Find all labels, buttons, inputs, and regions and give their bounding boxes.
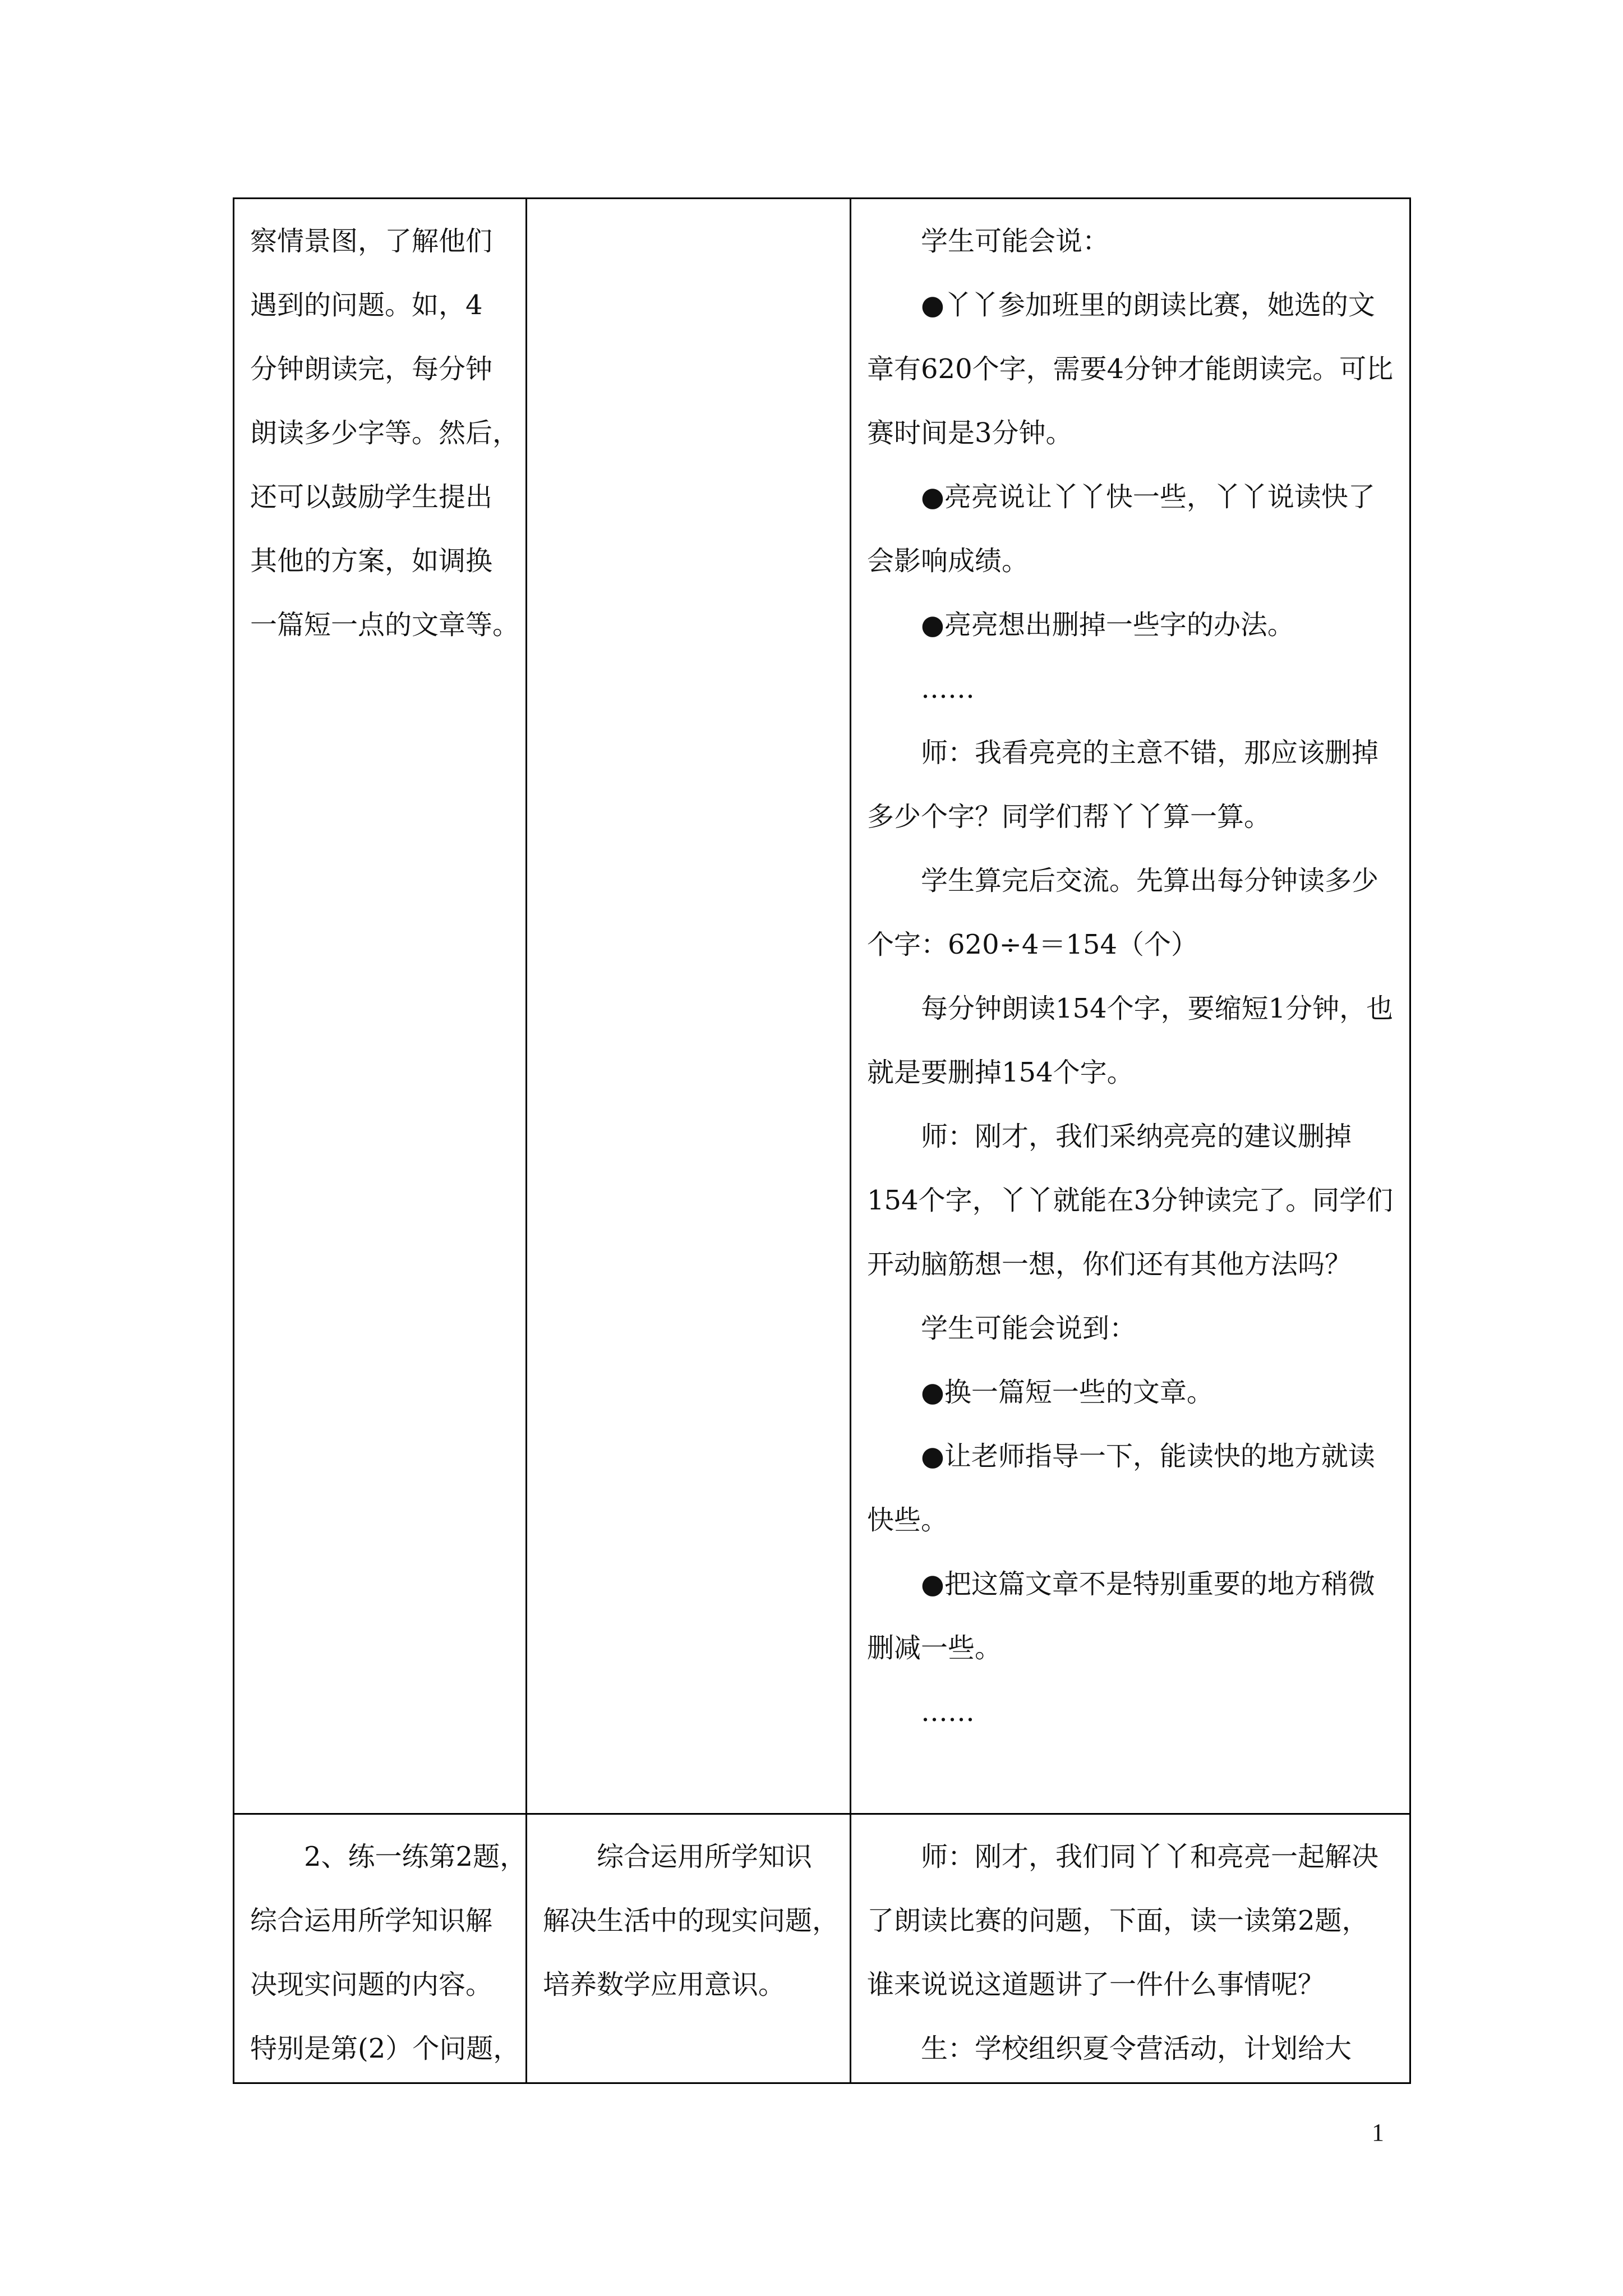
table-row <box>234 199 1410 1814</box>
cell-line: 2、练一练第2题， <box>304 1841 527 1872</box>
table-row <box>234 1814 1410 2083</box>
paragraph: 师：刚才，我们采纳亮亮的建议删掉154个字，丫丫就能在3分钟读完了。同学们开动脑筋想一想，你们还有其他方法吗？ <box>867 1121 1394 1280</box>
cell-line: 察情景图，了解他们 <box>250 226 493 257</box>
cell-line: 培养数学应用意识。 <box>543 1969 786 2000</box>
teaching-suggestion-cell <box>234 1814 527 2083</box>
teaching-process-cell <box>851 1814 1410 2083</box>
paragraph: ●丫丫参加班里的朗读比赛，她选的文章有620个字，需要4分钟才能朗读完。可比赛时间是3分钟。 <box>867 289 1394 449</box>
paragraph: ●把这篇文章不是特别重要的地方稍微删减一些。 <box>867 1568 1375 1664</box>
paragraph: 学生算完后交流。先算出每分钟读多少个字：620÷4＝154（个） <box>867 865 1379 960</box>
cell-line: 其他的方案，如调换 <box>250 545 493 577</box>
cell-line: 特别是第(2）个问题， <box>250 2033 520 2064</box>
paragraph: 学生可能会说到： <box>921 1313 1137 1344</box>
cell-line: 朗读多少字等。然后， <box>250 417 520 449</box>
cell-line: 决现实问题的内容。 <box>250 1969 493 2000</box>
paragraph: …… <box>921 673 975 705</box>
paragraph: ●换一篇短一些的文章。 <box>921 1377 1214 1408</box>
paragraph: ●亮亮说让丫丫快一些，丫丫说读快了会影响成绩。 <box>867 481 1375 577</box>
design-intent-cell <box>527 199 851 1814</box>
paragraph: …… <box>921 1696 975 1728</box>
cell-line: 综合运用所学知识 <box>597 1841 813 1872</box>
paragraph: ●让老师指导一下，能读快的地方就读快些。 <box>867 1441 1375 1536</box>
cell-line: 综合运用所学知识解 <box>250 1905 493 1936</box>
teaching-suggestion-cell <box>234 199 527 1814</box>
teaching-process-cell <box>851 199 1410 1814</box>
paragraph: 生：学校组织夏令营活动，计划给大 <box>921 2033 1352 2064</box>
page-number: 1 <box>1372 2119 1384 2146</box>
cell-line: 分钟朗读完，每分钟 <box>250 353 493 385</box>
paragraph: ●亮亮想出删掉一些字的办法。 <box>921 609 1294 641</box>
lesson-plan-table <box>233 197 1411 2084</box>
cell-line: 遇到的问题。如，4 <box>250 289 483 321</box>
cell-line: 一篇短一点的文章等。 <box>250 609 520 641</box>
paragraph: 师：刚才，我们同丫丫和亮亮一起解决了朗读比赛的问题，下面，读一读第2题，谁来说说这道题讲了一件什么事情呢？ <box>867 1841 1379 2000</box>
paragraph: 学生可能会说： <box>921 226 1110 257</box>
paragraph: 师：我看亮亮的主意不错，那应该删掉多少个字？同学们帮丫丫算一算。 <box>867 737 1379 832</box>
cell-line: 解决生活中的现实问题， <box>543 1905 840 1936</box>
paragraph: 每分钟朗读154个字，要缩短1分钟，也就是要删掉154个字。 <box>867 993 1394 1088</box>
cell-line: 还可以鼓励学生提出 <box>250 481 493 513</box>
design-intent-cell <box>527 1814 851 2083</box>
